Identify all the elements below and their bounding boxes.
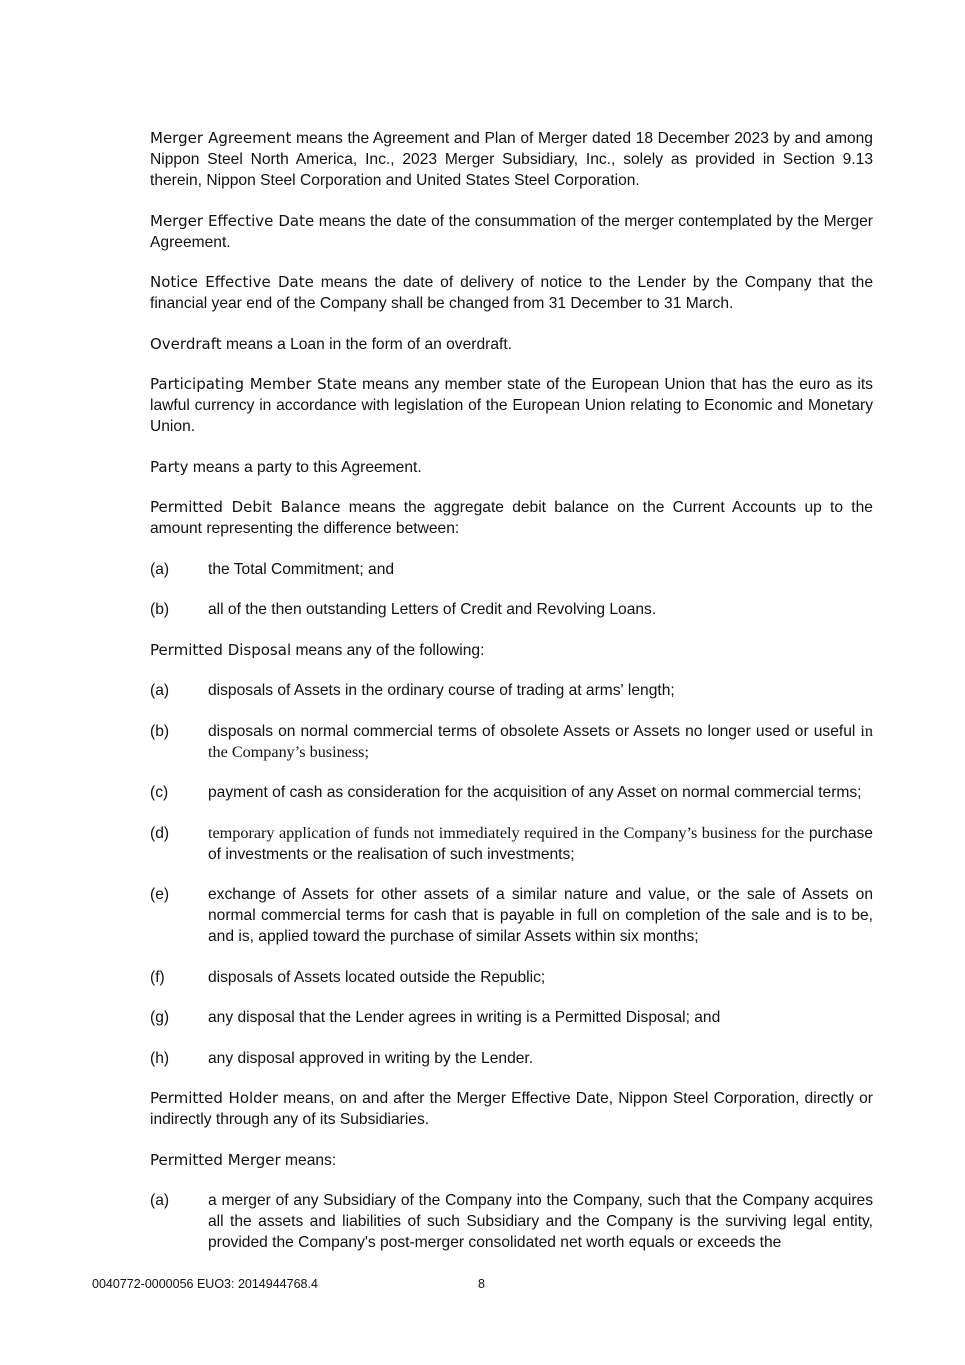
defined-term: Permitted Merger: [150, 1150, 281, 1169]
definition-text: means a party to this Agreement.: [188, 458, 422, 476]
list-item-text: disposals of Assets in the ordinary course of trading at arms' length;: [208, 682, 675, 699]
list-item-label: (c): [150, 784, 169, 801]
defined-term: Overdraft: [150, 334, 222, 353]
definition-permitted-debit-balance: [150, 497, 873, 539]
definition-text: means any of the following:: [291, 641, 485, 659]
list-item-label: (e): [150, 886, 170, 903]
list-item: [150, 599, 873, 620]
list-item-text: exchange of Assets for other assets of a similar nature and value, or the sale of Assets on normal commercial terms for cash that is payable in full on completion of the sale and is to be, and is, applied toward the purchase of similar Assets within six months;: [208, 886, 873, 945]
list-item-label: (a): [150, 682, 170, 699]
definition-permitted-holder: [150, 1088, 873, 1130]
definition-merger-effective-date: [150, 211, 873, 253]
definition-permitted-disposal: [150, 640, 873, 661]
defined-term: Merger Effective Date: [150, 211, 315, 230]
definition-overdraft: [150, 334, 873, 355]
list-item: [150, 1190, 873, 1253]
list-item: [150, 782, 873, 803]
list-item: [150, 1048, 873, 1069]
list-item-label: (g): [150, 1009, 170, 1026]
list-item-text-part: temporary application of funds not immediately required in the Company’s business for the: [208, 823, 805, 842]
list-item: [150, 680, 873, 701]
defined-term: Notice Effective Date: [150, 273, 314, 291]
list-item: [150, 884, 873, 947]
list-item-text: the Total Commitment; and: [208, 560, 395, 578]
list-item-label: (h): [150, 1049, 170, 1067]
definition-participating-member-state: [150, 374, 873, 437]
list-item: [150, 967, 873, 988]
defined-term: Permitted Disposal: [150, 640, 292, 659]
definition-text: means the Agreement and Plan of Merger dated 18 December 2023 by and among Nippon Steel North America, Inc., 2023 Merger Subsidiary, Inc., solely as provided in Section 9.13 therein, Nippon Steel Corporation and United States Steel Corporation.: [150, 130, 873, 189]
definition-text: means, on and after the Merger Effective Date, Nippon Steel Corporation, directly or indirectly through any of its Subsidiaries.: [150, 1090, 873, 1128]
definition-text: means any member state of the European Union that has the euro as its lawful currency in accordance with legislation of the European Union relating to Economic and Monetary Union.: [150, 376, 873, 435]
list-item-text-part: in the Company’s business;: [208, 721, 873, 761]
list-item-text-part: disposals on normal commercial terms of obsolete Assets or Assets no longer used or useful: [208, 722, 861, 740]
definition-text: means the date of delivery of notice to the Lender by the Company that the financial year end of the Company shall be changed from 31 December to 31 March.: [150, 274, 873, 312]
defined-term: Permitted Holder: [150, 1089, 279, 1107]
definition-notice-effective-date: [150, 272, 873, 314]
list-item-text: disposals of Assets located outside the Republic;: [208, 968, 546, 986]
definition-permitted-merger: [150, 1150, 873, 1171]
defined-term: Merger Agreement: [150, 129, 292, 147]
definition-text: means the aggregate debit balance on the Current Accounts up to the amount representing the difference between:: [150, 499, 873, 537]
list-item-label: (a): [150, 1192, 170, 1209]
list-item-text: all of the then outstanding Letters of Credit and Revolving Loans.: [208, 601, 657, 618]
list-item-label: (d): [150, 824, 170, 842]
page-number: 8: [478, 1277, 485, 1291]
defined-term: Permitted Debit Balance: [150, 498, 341, 516]
definition-text: means a Loan in the form of an overdraft.: [221, 335, 512, 353]
list-item-label: (b): [150, 601, 170, 618]
list-item: [150, 559, 873, 580]
list-item-text: a merger of any Subsidiary of the Company into the Company, such that the Company acquires all the assets and liabilities of such Subsidiary and the Company is the surviving legal entity, provided the Company's post-merger consolidated net worth equals or exceeds the: [208, 1192, 873, 1251]
definition-text: means:: [280, 1151, 337, 1169]
list-item-text: payment of cash as consideration for the acquisition of any Asset on normal commercial terms;: [208, 784, 862, 801]
defined-term: Party: [150, 457, 189, 476]
definitions-section: [150, 128, 873, 1273]
list-item: [150, 1007, 873, 1028]
list-item-text-part: purchase of investments or the realisation of such investments;: [208, 824, 873, 863]
document-reference: 0040772-0000056 EUO3: 2014944768.4: [92, 1277, 318, 1291]
list-item-label: (f): [150, 968, 165, 986]
definition-merger-agreement: [150, 128, 873, 191]
list-item: [150, 823, 873, 865]
list-item-label: (b): [150, 722, 170, 740]
list-item: [150, 721, 873, 763]
definition-text: means the date of the consummation of the merger contemplated by the Merger Agreement.: [150, 212, 873, 251]
list-item-label: (a): [150, 560, 170, 578]
list-item-text: [208, 721, 873, 763]
list-item-text: [208, 823, 873, 865]
list-item-text: any disposal approved in writing by the Lender.: [208, 1049, 534, 1067]
defined-term: Participating Member State: [150, 375, 357, 393]
list-item-text: any disposal that the Lender agrees in writing is a Permitted Disposal; and: [208, 1009, 721, 1026]
definition-party: [150, 457, 873, 478]
